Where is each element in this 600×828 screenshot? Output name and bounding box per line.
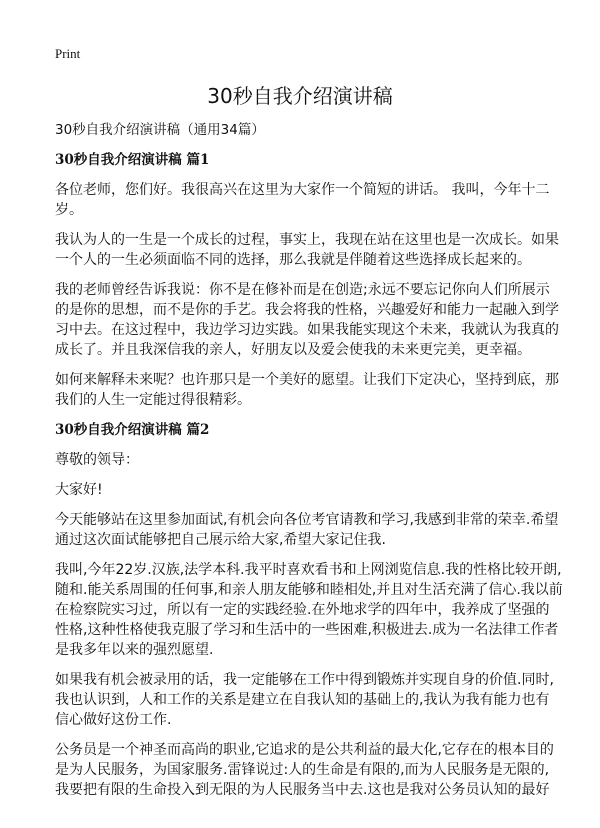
paragraph-line: 今天能够站在这里参加面试,有机会向各位考官请教和学习,我感到非常的荣幸.希望 [55, 512, 559, 528]
paragraph [55, 510, 575, 550]
section-heading: 30秒自我介绍演讲稿 篇1 [55, 152, 210, 168]
document-body [55, 120, 575, 810]
paragraph-line: 成长了。并且我深信我的亲人，好朋友以及爱会使我的未来更完美，更幸福。 [55, 342, 531, 358]
paragraph-line: 一个人的一生必须面临不同的选择，那么我就是伴随着这些选择成长起来的。 [55, 252, 531, 268]
paragraph-line: 大家好! [55, 482, 103, 498]
paragraph-line: 我们的人生一定能过得很精彩。 [55, 392, 251, 408]
paragraph-line: 是我多年以来的强烈愿望. [55, 642, 214, 658]
paragraph [55, 480, 575, 500]
paragraph-line: 信心做好这份工作. [55, 712, 172, 728]
paragraph-line: 我认为人的一生是一个成长的过程，事实上，我现在站在这里也是一次成长。如果 [55, 232, 559, 248]
page-title: 30秒自我介绍演讲稿 [207, 84, 393, 108]
paragraph [55, 450, 575, 470]
paragraph-line: 尊敬的领导： [55, 452, 139, 468]
print-link[interactable]: Print [55, 46, 81, 61]
paragraph-line: 是为人民服务，为国家服务.雷锋说过:人的生命是有限的,而为人民服务是无限的, [55, 762, 550, 778]
paragraph [55, 370, 575, 410]
paragraph-line: 岁。 [55, 202, 83, 218]
paragraph-line: 随和.能关系周围的任何事,和亲人朋友能够和睦相处,并且对生活充满了信心.我以前 [55, 582, 563, 598]
paragraph-line: 我的老师曾经告诉我说：你不是在修补而是在创造;永远不要忘记你向人们所展示 [55, 282, 550, 298]
paragraph [55, 740, 575, 800]
paragraph-line: 的是你的思想，而不是你的手艺。我会将我的性格，兴趣爱好和能力一起融入到学 [55, 302, 559, 318]
paragraph-line: 各位老师，您们好。我很高兴在这里为大家作一个简短的讲话。 我叫，今年十二 [55, 182, 550, 198]
paragraph-line: 公务员是一个神圣而高尚的职业,它追求的是公共利益的最大化,它存在的根本目的 [55, 742, 554, 758]
section-heading: 30秒自我介绍演讲稿 篇2 [55, 422, 210, 438]
paragraph-line: 通过这次面试能够把自己展示给大家,希望大家记住我. [55, 532, 386, 548]
paragraph-line: 我也认识到，人和工作的关系是建立在自我认知的基础上的,我认为我有能力也有 [55, 692, 550, 708]
paragraph-line: 如何来解释未来呢？也许那只是一个美好的愿望。让我们下定决心，坚持到底，那 [55, 372, 559, 388]
paragraph-line: 我要把有限的生命投入到无限的为人民服务当中去.这也是我对公务员认知的最好 [55, 782, 550, 798]
paragraph [55, 180, 575, 220]
document-subtitle: 30秒自我介绍演讲稿（通用34篇） [55, 122, 265, 138]
paragraph-line: 在检察院实习过，所以有一定的实践经验.在外地求学的四年中，我养成了坚强的 [55, 602, 550, 618]
paragraph-line: 习中去。在这过程中，我边学习边实践。如果我能实现这个未来，我就认为我真的 [55, 322, 559, 338]
paragraph-line: 我叫,今年22岁.汉族,法学本科.我平时喜欢看书和上网浏览信息.我的性格比较开朗, [55, 562, 562, 578]
paragraph [55, 560, 575, 660]
paragraph [55, 280, 575, 360]
paragraph-line: 如果我有机会被录用的话，我一定能够在工作中得到锻炼并实现自身的价值.同时, [55, 672, 554, 688]
paragraph [55, 670, 575, 730]
paragraph [55, 230, 575, 270]
paragraph-line: 性格,这种性格使我克服了学习和生活中的一些困难,积极进去.成为一名法律工作者 [55, 622, 559, 638]
